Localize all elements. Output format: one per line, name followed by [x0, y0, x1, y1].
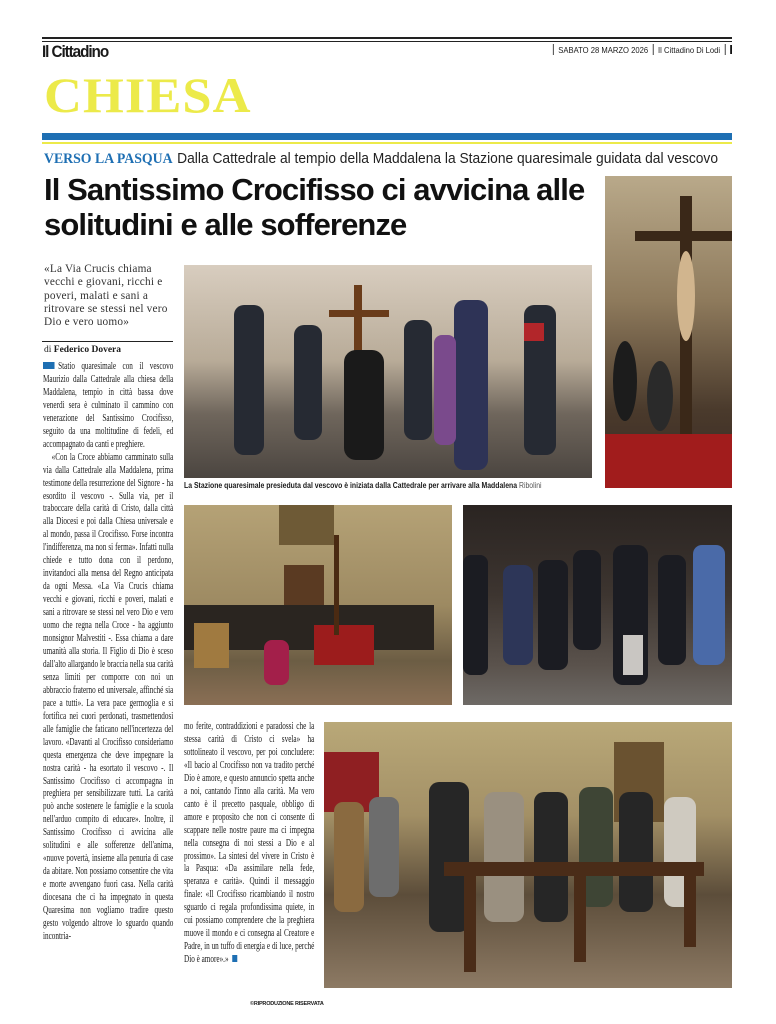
photo-crucifix-altar	[605, 176, 732, 488]
congregation-illustration	[324, 722, 732, 988]
divider	[553, 44, 554, 55]
kicker: VERSO LA PASQUA	[44, 151, 173, 167]
paragraph: «Con la Croce abbiamo camminato sulla via dalla Cattedrale alla Maddalena, prima testimone della resurrezione del Signore - ha esordito il vescovo -. Sulla via, per il traboccare della carità di Cristo, dalla città alla Diocesi e poi dalla Chiesa universale e al mondo, passa il Crocifisso. Forse incontra l'indifferenza, ma non si ferma». Infatti nulla chiede e tutto dona con il perdono, invitandoci alla mensa del Regno anticipata da ogni Messa. «La Via Crucis chiama vecchi e giovani, ricchi e poveri, malati e sani a ritrovare se stessi nel vero Dio e vero uomo che regna nella Croce - ha aggiunto monsignor Malvestiti -. Essa chiama a dare umanità alla storia. Il Figlio di Dio è sceso dall'alto allargando le braccia nella sua carità senza limiti per comporre con noi un abbraccio fraterno ed universale, affinché sia pace a tutti». La vera pace germoglia e si fortifica nei cuori perdonati, trasmettendosi alle famiglie che faticano nell'incertezza del lavoro. «Davanti al Crocifisso consideriamo questa emergenza che deve impegnare la nostra carità - ha esortato il vescovo -. Il Santissimo Crocifisso ci accompagna in preghiera per sensibilizzare tutti. La carità può anche sostenere le famiglie e la scuola nell'arduo compito di educare». Inoltre, il Santissimo Crocifisso ci avvicina alle solitudini e alle sofferenze dell'anima, «nuove povertà, insieme alla penuria di case da abitare. Non possiamo consentire che vita e morte avvengano fuori casa. Nella carità diocesana che ci ha impegnato in questa Quaresima non vogliamo tradire questo gesto volgendo altrove lo sguardo quando incontria-	[43, 451, 174, 942]
crowd-illustration	[463, 505, 732, 705]
photo-crowd-street	[463, 505, 732, 705]
paragraph: Statio quaresimale con il vescovo Maurizio dalla Cattedrale alla chiesa della Maddalena, tempio in città bassa dove venerdì sera è culminato il cammino con venerazione del Santissimo Crocifisso, seguito da una moltitudine di fedeli, ed accompagnato da canti e preghiere.	[43, 361, 174, 450]
page-marker	[730, 45, 732, 54]
subhead: Dalla Cattedrale al tempio della Maddalena la Stazione quaresimale guidata dal vescovo	[177, 150, 719, 167]
end-mark-icon	[232, 955, 237, 962]
headline: Il Santissimo Crocifisso ci avvicina alle solitudini e alle sofferenze	[44, 172, 585, 242]
divider	[653, 44, 654, 55]
photo-credit: Ribolini	[518, 481, 542, 490]
byline-rule	[42, 341, 173, 342]
kicker-line	[44, 150, 718, 168]
section-title: CHIESA	[44, 67, 252, 123]
article-column-1	[43, 361, 174, 1021]
church-interior-illustration	[184, 505, 452, 705]
copyright-notice: ©RIPRODUZIONE RISERVATA	[250, 1001, 324, 1007]
section-bar	[42, 133, 732, 140]
divider	[725, 44, 726, 55]
publication-name: Il Cittadino Di Lodi	[658, 44, 721, 55]
paragraph-marker-icon	[43, 362, 55, 369]
photo-caption: La Stazione quaresimale presieduta dal vescovo è iniziata dalla Cattedrale per arrivare alla Maddalena Ribolini	[184, 481, 542, 490]
section-underline	[42, 141, 732, 144]
article-column-2	[184, 721, 318, 996]
dateline	[553, 44, 732, 55]
newspaper-logo: Il Cittadino	[42, 42, 109, 61]
byline-prefix: di	[44, 345, 52, 355]
photo-faithful-in-church	[324, 722, 732, 988]
top-rule	[42, 37, 732, 42]
crucifix-illustration	[605, 176, 732, 488]
author: Federico Dovera	[53, 345, 122, 355]
issue-date: SABATO 28 MARZO 2026	[558, 44, 649, 55]
paragraph: mo ferite, contraddizioni e paradossi che la stessa carità di Cristo ci svela» ha sottolineato il vescovo, per poi concludere: «Il bacio al Crocifisso non va tradito perché Dio è amore, e questo annuncio spetta anche a noi, cantando l'inno alla carità. Ma vero canto è il precetto pasquale, obbligo di amore e proposito che non ci consente di scappare nelle nostre paure ma ci impegna nella consegna di noi stessi a Dio e al prossimo». La sintesi del vivere in Cristo è la Pasqua: «Da assimilare nella fede, speranza e carità». Quindi il messaggio finale: «Il Crocifisso ricambiando il nostro sguardo ci regala profondissima quiete, in cui possiamo comprendere che la preghiera muove il mondo e ci consegna al Creatore e Padre, in un tuffo di energia e di luce, perché Dio è amore».»	[184, 721, 315, 966]
pull-quote: «La Via Crucis chiama vecchi e giovani, ricchi e poveri, malati e sani a ritrovare se stessi nel vero Dio e vero uomo»	[44, 263, 168, 329]
procession-illustration	[184, 265, 592, 478]
photo-procession-cathedral	[184, 265, 592, 478]
byline	[44, 345, 121, 355]
photo-bishop-veneration	[184, 505, 452, 705]
